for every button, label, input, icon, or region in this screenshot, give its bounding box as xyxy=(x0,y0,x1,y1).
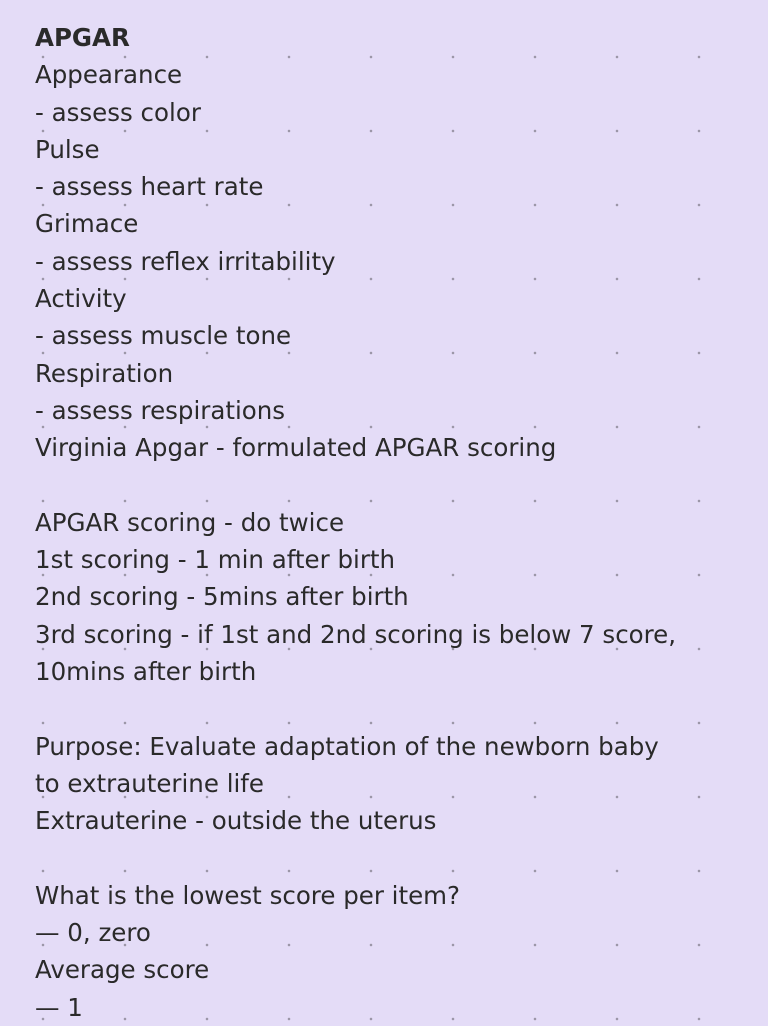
criterion-grimace-detail: - assess reflex irritability xyxy=(35,246,336,276)
scoring-third-continued: 10mins after birth xyxy=(35,657,257,687)
criterion-appearance: Appearance xyxy=(35,60,183,90)
blank-line xyxy=(35,467,750,504)
answer-lowest-score: — 0, zero xyxy=(35,918,151,948)
scoring-first: 1st scoring - 1 min after birth xyxy=(35,545,396,575)
blank-line xyxy=(35,840,750,877)
criterion-activity: Activity xyxy=(35,284,127,314)
criterion-respiration-detail: - assess respirations xyxy=(35,395,286,425)
criterion-activity-detail: - assess muscle tone xyxy=(35,321,292,351)
scoring-heading: APGAR scoring - do twice xyxy=(35,507,345,537)
criterion-appearance-detail: - assess color xyxy=(35,97,201,127)
extrauterine-definition: Extrauterine - outside the uterus xyxy=(35,806,437,836)
criterion-pulse-detail: - assess heart rate xyxy=(35,172,264,202)
criterion-pulse: Pulse xyxy=(35,134,100,164)
criterion-respiration: Respiration xyxy=(35,358,174,388)
origin-line: Virginia Apgar - formulated APGAR scoring xyxy=(35,433,557,463)
note-content xyxy=(35,19,750,1026)
average-score-value: — 1 xyxy=(35,992,83,1022)
scoring-third: 3rd scoring - if 1st and 2nd scoring is below 7 score, xyxy=(35,619,677,649)
average-score-label: Average score xyxy=(35,955,210,985)
scoring-second: 2nd scoring - 5mins after birth xyxy=(35,582,409,612)
purpose-line: Purpose: Evaluate adaptation of the newborn baby xyxy=(35,731,659,761)
question-lowest-score: What is the lowest score per item? xyxy=(35,880,461,910)
blank-line xyxy=(35,690,750,727)
note-title: APGAR xyxy=(35,23,130,52)
purpose-line-continued: to extrauterine life xyxy=(35,768,265,798)
criterion-grimace: Grimace xyxy=(35,209,139,239)
